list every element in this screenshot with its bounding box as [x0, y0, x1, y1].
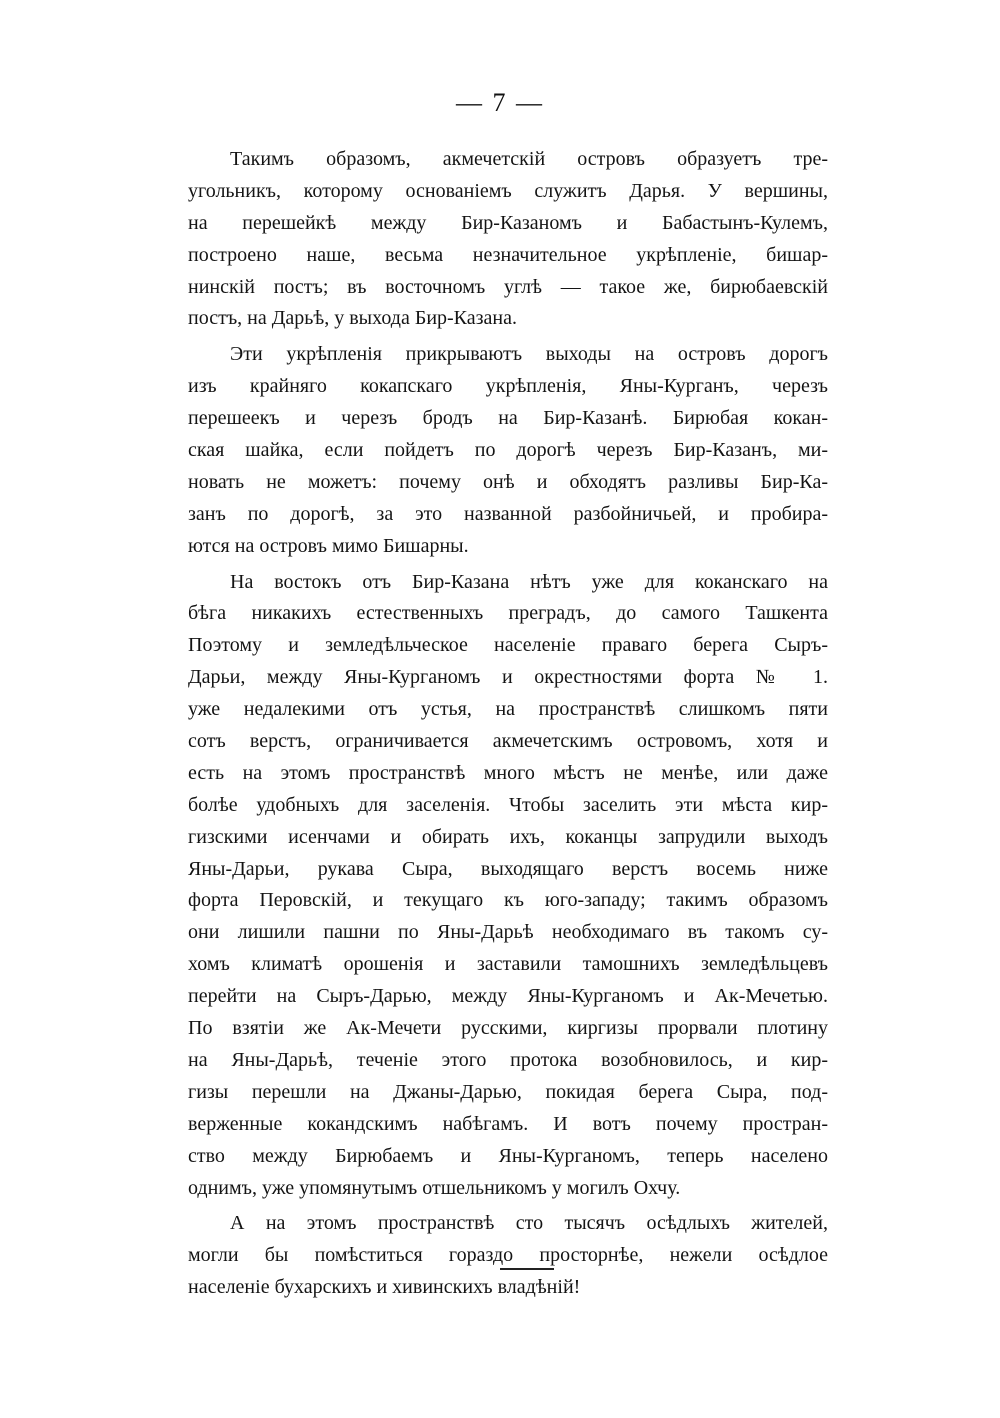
text-line: могли бы помѣститься гораздо просторнѣе, нежели осѣдлое [188, 1244, 828, 1267]
text-line: угольникъ, которому основаніемъ служитъ Дарья. У вершины, [188, 179, 828, 202]
text-line: болѣе удобныхъ для заселенія. Чтобы заселить эти мѣста кир- [188, 793, 828, 816]
text-line: занъ по дорогѣ, за это названной разбойничьей, и пробира- [188, 502, 828, 525]
text-line: гизскими исенчами и обирать ихъ, коканцы запрудили выходъ [188, 825, 828, 848]
text-line: перейти на Сыръ-Дарью, между Яны-Курганомъ и Ак-Мечетью. [188, 985, 828, 1008]
text-line: сотъ верстъ, ограничивается акмечетскимъ островомъ, хотя и [188, 730, 828, 753]
text-line: Эти укрѣпленія прикрываютъ выходы на островъ дорогъ [230, 343, 828, 366]
text-line: однимъ, уже упомянутымъ отшельникомъ у могилъ Охчу. [188, 1176, 681, 1199]
paragraph-1 [188, 144, 828, 335]
text-line: новать не можетъ: почему онѣ и обходятъ разливы Бир-Ка- [188, 470, 828, 493]
text-line: на Яны-Дарьѣ, теченіе этого протока возобновилось, и кир- [188, 1048, 828, 1071]
body-text [188, 144, 828, 1304]
end-rule [500, 1268, 554, 1270]
paragraph-3 [188, 567, 828, 1205]
text-line: постъ, на Дарьѣ, у выхода Бир-Казана. [188, 307, 517, 330]
text-line: хомъ климатѣ орошенія и заставили тамошнихъ земледѣльцевъ [188, 953, 828, 976]
text-line: уже недалекими отъ устья, на пространствѣ слишкомъ пяти [188, 698, 828, 721]
text-line: построено наше, весьма незначительное укрѣпленіе, бишар- [188, 243, 828, 266]
text-line: Такимъ образомъ, акмечетскій островъ образуетъ тре- [230, 148, 828, 170]
text-line: есть на этомъ пространствѣ много мѣстъ не менѣе, или даже [188, 761, 828, 784]
text-line: А на этомъ пространствѣ сто тысячъ осѣдлыхъ жителей, [230, 1212, 828, 1235]
page-number: — 7 — [456, 88, 544, 117]
text-line: на перешейкѣ между Бир-Казаномъ и Бабастынъ-Кулемъ, [188, 211, 828, 234]
text-line: По взятіи же Ак-Мечети русскими, киргизы прорвали плотину [188, 1017, 828, 1040]
text-line: ются на островъ мимо Бишарны. [188, 534, 469, 557]
text-line: населеніе бухарскихъ и хивинскихъ владѣній! [188, 1276, 581, 1299]
text-line: изъ крайняго кокапскаго укрѣпленія, Яны-Курганъ, черезъ [188, 375, 828, 398]
text-line: верженные кокандскимъ набѣгамъ. И вотъ почему простран- [188, 1112, 828, 1135]
text-line: форта Перовскій, и текущаго къ юго-западу; такимъ образомъ [188, 889, 828, 912]
text-line: ская шайка, если пойдетъ по дорогѣ черезъ Бир-Казанъ, ми- [188, 439, 828, 462]
text-line: перешеекъ и черезъ бродъ на Бир-Казанѣ. Бирюбая кокан- [188, 407, 828, 430]
text-line: ство между Бирюбаемъ и Яны-Курганомъ, теперь населено [188, 1144, 828, 1167]
text-line: гизы перешли на Джаны-Дарью, покидая берега Сыра, под- [188, 1080, 828, 1103]
text-line: Поэтому и земледѣльческое населеніе праваго берега Сыръ- [188, 634, 828, 657]
text-line: бѣга никакихъ естественныхъ преградъ, до самого Ташкента [188, 602, 828, 625]
text-line: нинскій постъ; въ восточномъ углѣ — такое же, бирюбаевскій [188, 275, 828, 298]
text-line: Дарьи, между Яны-Курганомъ и окрестностями форта № 1. [188, 666, 828, 689]
text-line: На востокъ отъ Бир-Казана нѣтъ уже для коканскаго на [230, 570, 828, 593]
paragraph-4 [188, 1208, 828, 1304]
text-line: они лишили пашни по Яны-Дарьѣ необходимаго въ такомъ су- [188, 921, 828, 944]
text-line: Яны-Дарьи, рукава Сыра, выходящаго верстъ восемь ниже [188, 857, 828, 880]
paragraph-2 [188, 339, 828, 562]
